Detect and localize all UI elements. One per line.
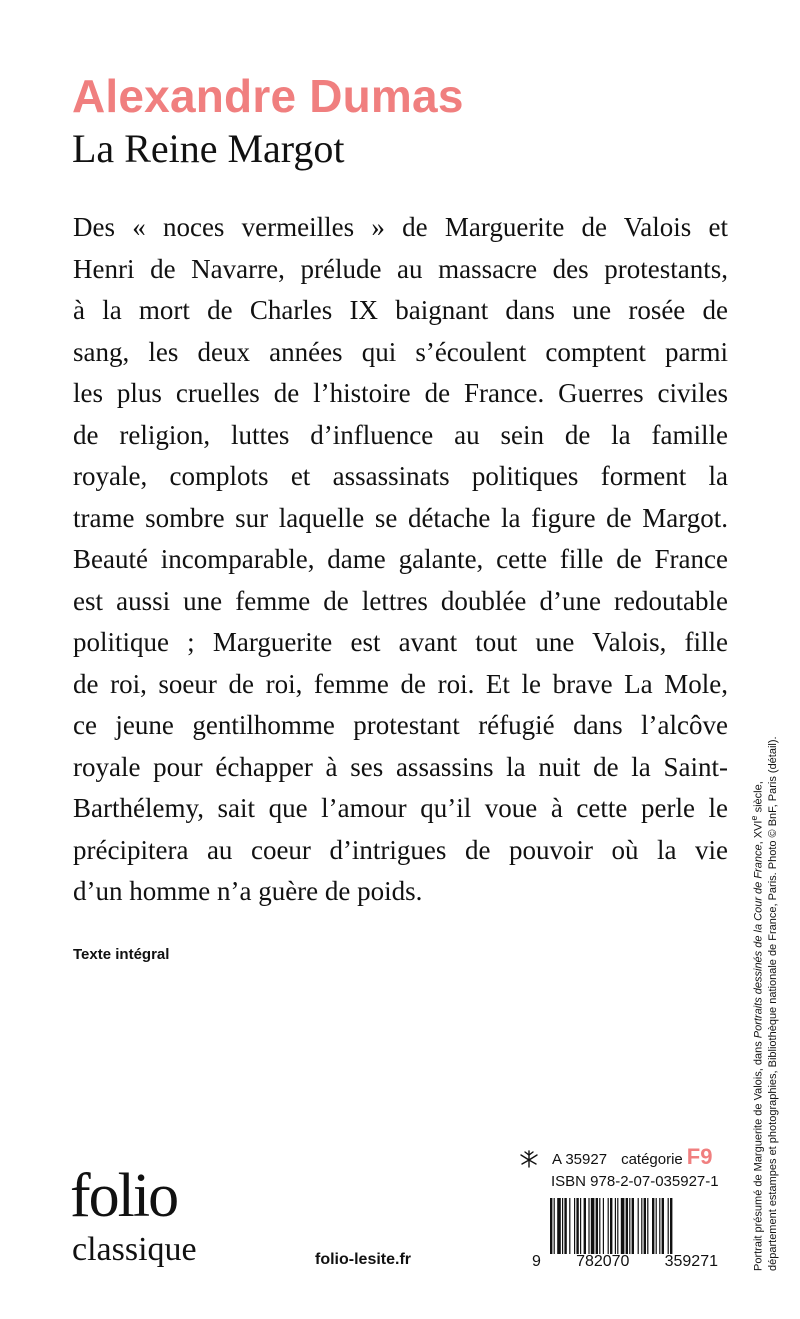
- barcode-bar: [632, 1198, 634, 1254]
- barcode-bar: [647, 1198, 648, 1254]
- blurb-line: Des « noces vermeilles » de Marguerite de Valois et: [73, 212, 728, 242]
- blurb-line: Beauté incomparable, dame galante, cette fille de France: [73, 544, 728, 574]
- credit-text: siècle,: [752, 781, 765, 816]
- barcode-bar: [610, 1198, 612, 1254]
- website-url: folio-lesite.fr: [315, 1251, 412, 1268]
- barcode-bar: [603, 1198, 604, 1254]
- categorie-label: catégorie: [621, 1151, 683, 1168]
- credit-superscript: e: [749, 815, 759, 821]
- barcode-bar: [662, 1198, 664, 1254]
- barcode-icon: [550, 1198, 714, 1254]
- barcode-bar: [652, 1198, 654, 1254]
- barcode-bar: [569, 1198, 570, 1254]
- barcode-bar: [629, 1198, 630, 1254]
- barcode-bar: [644, 1198, 646, 1254]
- categorie-code: F9: [686, 1144, 713, 1169]
- barcode-digit-group: 9: [532, 1253, 541, 1270]
- blurb-line: de roi, soeur de roi, femme de roi. Et le brave La Mole,: [73, 668, 728, 699]
- barcode-bar: [617, 1198, 618, 1254]
- barcode-digit-group: 782070: [576, 1253, 630, 1270]
- barcode-bar: [641, 1198, 642, 1254]
- barcode-bar: [576, 1198, 578, 1254]
- logo-folio-word: folio: [70, 1162, 178, 1230]
- catalog-code: A 35927: [552, 1151, 608, 1168]
- blurb-line: est aussi une femme de lettres doublée d’une redoutable: [73, 585, 728, 616]
- barcode-bar: [596, 1198, 598, 1254]
- barcode-bar: [626, 1198, 628, 1254]
- blurb-line: royale, complots et assassinats politiques forment la: [73, 461, 728, 491]
- blurb-line: les plus cruelles de l’histoire de France. Guerres civiles: [73, 378, 728, 408]
- barcode-bar: [656, 1198, 657, 1254]
- isbn: ISBN 978-2-07-035927-1: [551, 1173, 719, 1190]
- blurb-line: Barthélemy, sait que l’amour qu’il voue à cette perle le: [73, 793, 728, 823]
- barcode-digits: [532, 1252, 718, 1272]
- blurb-line: d’un homme n’a guère de poids.: [73, 876, 423, 906]
- blurb-line: à la mort de Charles IX baignant dans une rosée de: [73, 295, 728, 325]
- barcode-bar: [615, 1198, 616, 1254]
- barcode-bar: [584, 1198, 586, 1254]
- book-title: La Reine Margot: [72, 126, 345, 171]
- blurb-line: de religion, luttes d’influence au sein de la famille: [73, 419, 728, 450]
- folio-classique-logo: [70, 1162, 240, 1285]
- texte-integral-label: Texte intégral: [73, 946, 170, 963]
- barcode-digit-group: 359271: [664, 1253, 718, 1270]
- barcode-bar: [564, 1198, 566, 1254]
- blurb-line: Henri de Navarre, prélude au massacre des protestants,: [73, 253, 728, 284]
- credit-text: Portrait présumé de Marguerite de Valois, dans: [752, 1038, 765, 1271]
- blurb-line: sang, les deux années qui s’écoulent comptent parmi: [73, 336, 728, 367]
- credit-work-title: Portraits dessinés de la Cour de France: [752, 844, 765, 1039]
- barcode-bar: [562, 1198, 563, 1254]
- barcode-bar: [659, 1198, 660, 1254]
- barcode-bar: [588, 1198, 589, 1254]
- barcode-bar: [557, 1198, 561, 1254]
- gallimard-logo-icon: [518, 1149, 540, 1169]
- catalog-code-row: [518, 1146, 712, 1172]
- blurb-line: politique ; Marguerite est avant tout une Valois, fille: [73, 627, 728, 657]
- credit-line-2: département estampes et photographies, Bibliothèque nationale de France, Paris. Photo © BnF, Paris (détail).: [766, 736, 779, 1271]
- barcode-bar: [670, 1198, 672, 1254]
- logo-classique-word: classique: [72, 1231, 197, 1268]
- author-name: Alexandre Dumas: [72, 70, 464, 122]
- blurb-text: [73, 207, 728, 913]
- credit-line-1: [747, 631, 766, 1271]
- barcode-bar: [621, 1198, 625, 1254]
- photo-credit: [747, 631, 780, 1271]
- barcode-bar: [574, 1198, 575, 1254]
- barcode-bar: [554, 1198, 555, 1254]
- credit-text: , XVI: [752, 820, 765, 845]
- barcode-bar: [608, 1198, 609, 1254]
- barcode-bar: [580, 1198, 581, 1254]
- barcode-bar: [638, 1198, 639, 1254]
- barcode-bar: [668, 1198, 669, 1254]
- blurb-line: trame sombre sur laquelle se détache la figure de Margot.: [73, 502, 728, 533]
- blurb-line: royale pour échapper à ses assassins la nuit de la Saint-: [73, 751, 728, 782]
- barcode-bar: [591, 1198, 595, 1254]
- blurb-line: précipitera au coeur d’intrigues de pouvoir où la vie: [73, 834, 728, 865]
- barcode-bar: [599, 1198, 600, 1254]
- blurb-line: ce jeune gentilhomme protestant réfugié dans l’alcôve: [73, 710, 728, 740]
- barcode-bar: [550, 1198, 552, 1254]
